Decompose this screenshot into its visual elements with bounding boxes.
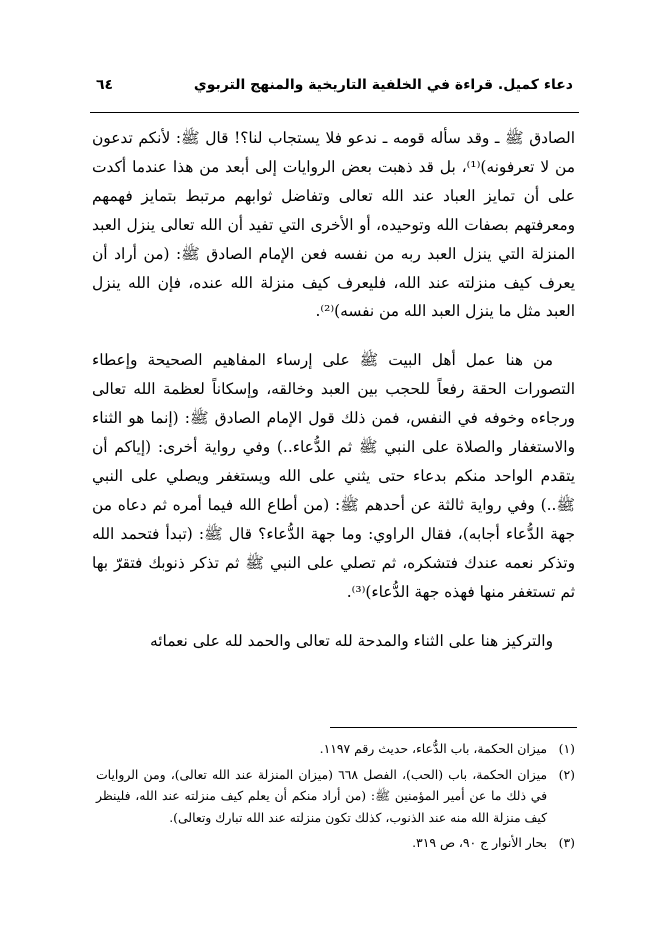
paragraph: والتركيز هنا على الثناء والمدحة لله تعالى والحمد لله على نعمائه bbox=[149, 631, 553, 650]
body-text bbox=[92, 124, 575, 655]
footnote-number: (٢) bbox=[558, 766, 575, 782]
footnote-text: ميزان الحكمة، باب الدُّعاء، حديث رقم ١١٩٧. bbox=[319, 741, 547, 756]
footnote bbox=[96, 738, 575, 760]
paragraph: الصادق ﷺ ـ وقد سأله قومه ـ ندعو فلا يستجاب لنا؟! قال ﷺ: لأنكم تدعون من لا تعرفونه)⁽¹⁾، بل قد ذهبت بعض الروايات إلى أبعد من هذا عندما أكدت على أن تمايز العباد عند الله تعالى وتفاضل ثوابهم مرتبط بتمايز فهمهم ومعرفتهم بصفات الله وتوحيده، أو الأخرى التي تفيد أن الله تعالى ينزل العبد المنزلة التي ينزل العبد ربه من نفسه فعن الإمام الصادق ﷺ: (من أراد أن يعرف كيف منزلته عند الله، فليعرف كيف منزلة الله عنده، فإن الله ينزل العبد مثل ما ينزل العبد الله من نفسه)⁽²⁾. bbox=[92, 129, 575, 321]
footnote bbox=[96, 764, 575, 829]
footnote-text: بحار الأنوار ج ٩٠، ص ٣١٩. bbox=[412, 835, 547, 850]
page-number: ٦٤ bbox=[96, 77, 114, 93]
footnote-divider bbox=[330, 727, 577, 728]
paragraph: من هنا عمل أهل البيت ﷺ على إرساء المفاهيم الصحيحة وإعطاء التصورات الحقة رفعاً للحجب بين العبد وخالقه، وإسكاناً لعظمة الله تعالى ورجاءه وخوفه في النفس، فمن ذلك قول الإمام الصادق ﷺ: (إنما هو الثناء والاستغفار والصلاة على النبي ﷺ ثم الدُّعاء..) وفي رواية أخرى: (إياكم أن يتقدم الواحد منكم بدعاء حتى يثني على الله ويستغفر ويصلي على النبي ﷺ..) وفي رواية ثالثة عن أحدهم ﷺ: (من أطاع الله فيما أمره ثم دعاه من جهة الدُّعاء أجابه)، فقال الراوي: وما جهة الدُّعاء؟ قال ﷺ: (تبدأ فتحمد الله وتذكر نعمه عندك فتشكره، ثم تصلي على النبي ﷺ ثم تذكر ذنوبك فتقرّ بها ثم تستغفر منها فهذه جهة الدُّعاء)⁽³⁾. bbox=[92, 351, 575, 601]
footnote bbox=[96, 832, 575, 854]
footnote-number: (١) bbox=[558, 741, 575, 756]
page-header bbox=[96, 72, 573, 98]
footnotes bbox=[96, 738, 575, 854]
header-divider bbox=[90, 112, 579, 113]
footnote-text: ميزان الحكمة، باب (الحب)، الفصل ٦٦٨ (ميزان المنزلة عند الله تعالى)، ومن الروايات في ذلك ما عن أمير المؤمنين ﷺ: (من أراد منكم أن يعلم كيف منزلته عند الله، فلينظر كيف منزلة الله منه عند الذنوب، كذلك تكون منزلته عند الله تبارك وتعالى). bbox=[96, 766, 547, 825]
running-title: دعاء كميل. قراءة في الخلفية التاريخية والمنهج التربوي bbox=[193, 77, 573, 93]
footnote-number: (٣) bbox=[558, 835, 575, 850]
